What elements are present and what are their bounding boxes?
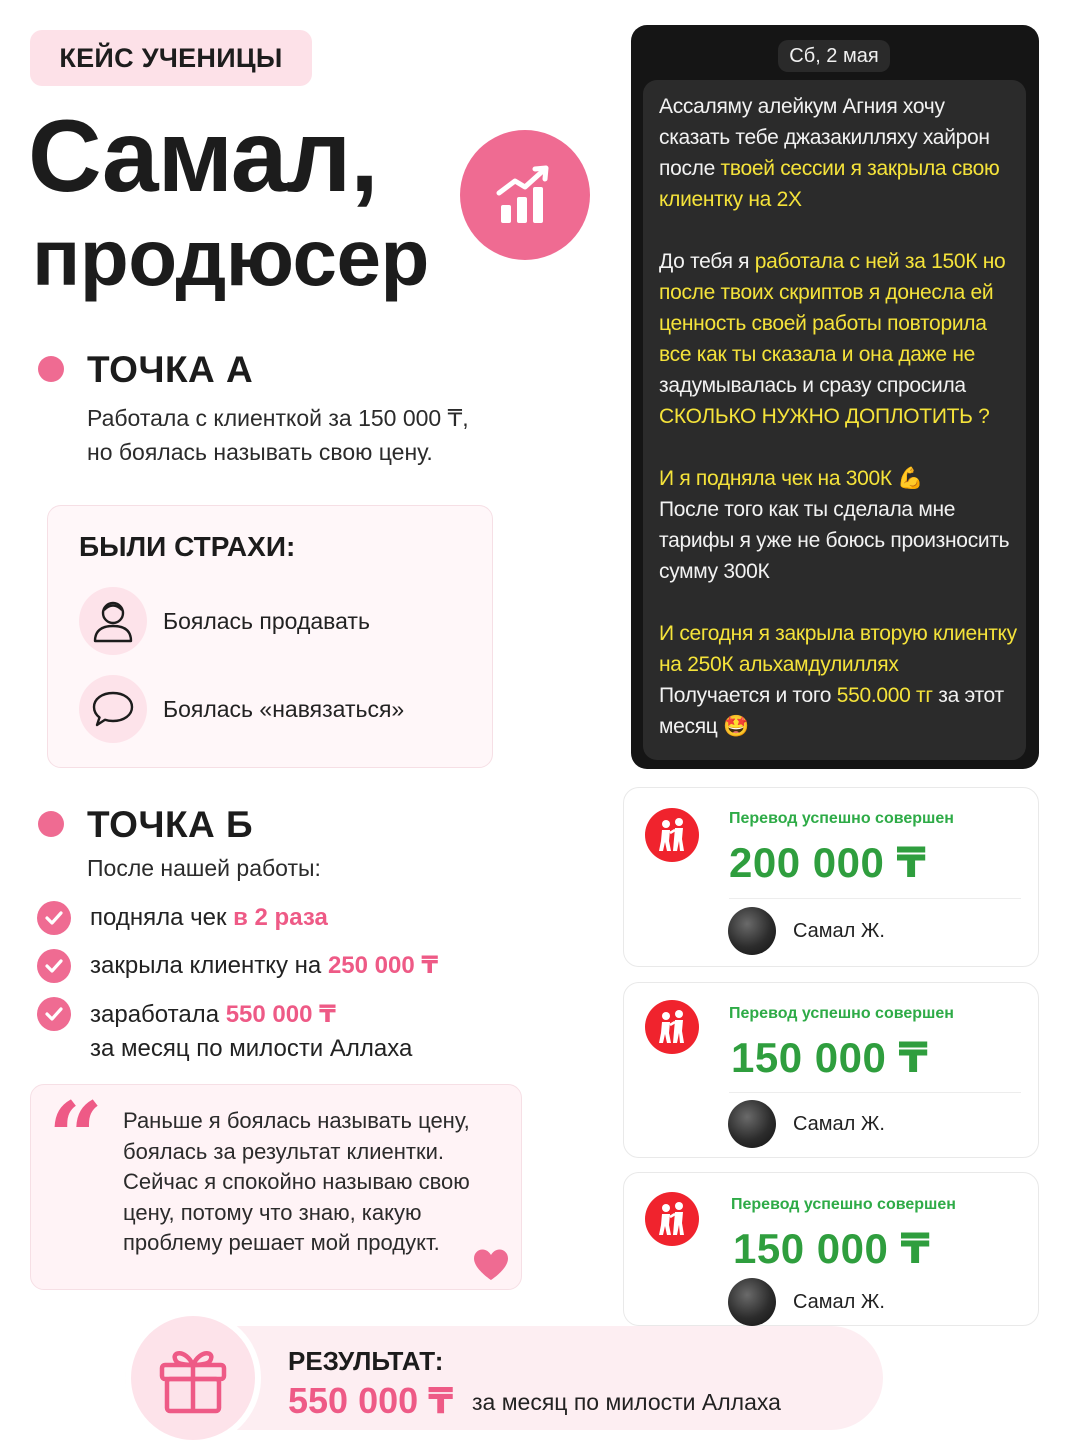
case-tag: КЕЙС УЧЕНИЦЫ — [30, 30, 312, 86]
result-item-extra: за месяц по милости Аллаха — [90, 1035, 413, 1062]
transfer-status: Перевод успешно совершен — [729, 1005, 954, 1022]
chat-paragraph — [659, 91, 1021, 215]
result-item — [90, 998, 412, 1066]
transfer-amount: 200 000 ₸ — [729, 839, 927, 886]
result-item-text: заработала — [90, 1001, 226, 1028]
chat-highlight-span: работала с ней за 150К но после твоих скриптов я донесла ей ценность своей работы повторила все как ты сказала и она даже не — [659, 250, 1006, 366]
chat-date-badge: Сб, 2 мая — [778, 40, 890, 72]
chat-message-text — [659, 91, 1021, 742]
student-name: Самал, — [28, 99, 378, 213]
chat-bubble-icon — [91, 689, 135, 729]
result-item-text: подняла чек — [90, 904, 234, 931]
chat-text-span: Получается и того — [659, 684, 837, 707]
chat-text-span: за этот месяц 🤩 — [659, 684, 1004, 738]
point-b-title: ТОЧКА Б — [87, 804, 254, 845]
sender-avatar — [728, 907, 776, 955]
result-item-text: закрыла клиентку на — [90, 952, 328, 979]
check-icon — [37, 901, 71, 935]
chat-highlight-span: И сегодня я закрыла вторую клиентку на 250К альхамдулиллях — [659, 622, 1017, 676]
heart-icon — [472, 1248, 510, 1282]
point-a-line: но боялась называть свою цену. — [87, 439, 433, 465]
result-item-highlight: в 2 раза — [233, 904, 328, 931]
point-b-intro: После нашей работы: — [87, 855, 321, 881]
chat-highlight-span: 550.000 тг — [836, 684, 933, 707]
fear-icon-circle — [79, 587, 147, 655]
fear-label: Боялась «навязаться» — [163, 696, 405, 722]
chat-highlight-span: твоей сессии я закрыла свою клиентку на 2Х — [659, 157, 1000, 211]
bank-logo-icon — [645, 1000, 699, 1054]
sender-name: Самал Ж. — [793, 920, 885, 942]
quote-line: боялась за результат клиентки. — [123, 1138, 445, 1164]
point-a-title: ТОЧКА А — [87, 349, 254, 390]
chat-paragraph — [659, 246, 1021, 432]
gift-circle — [125, 1310, 261, 1446]
quote-line: цену, потому что знаю, какую — [123, 1199, 422, 1225]
transfer-amount: 150 000 ₸ — [731, 1034, 929, 1081]
chat-highlight-span: И я подняла чек на 300К 💪 — [659, 467, 924, 490]
point-a-bullet — [38, 356, 64, 382]
check-icon — [37, 997, 71, 1031]
result-item — [90, 949, 438, 983]
sender-name: Самал Ж. — [793, 1291, 885, 1313]
result-value: 550 000 ₸ — [288, 1380, 454, 1421]
student-role: продюсер — [32, 213, 429, 302]
chat-highlight-span: СКОЛЬКО НУЖНО ДОПЛОТИТЬ ? — [659, 405, 990, 428]
growth-chart-icon — [493, 163, 557, 227]
growth-badge — [460, 130, 590, 260]
quote-line: Сейчас я спокойно называю свою — [123, 1169, 470, 1194]
fears-title: БЫЛИ СТРАХИ: — [79, 531, 296, 562]
fear-label: Боялась продавать — [163, 608, 370, 634]
point-a-line: Работала с клиенткой за 150 000 ₸, — [87, 405, 469, 431]
bank-logo-icon — [645, 808, 699, 862]
chat-text-span: Ассаляму алейкум Агния хочу сказать тебе джазакилляху хайрон после — [659, 95, 990, 180]
chat-paragraph — [659, 618, 1021, 742]
transfer-status: Перевод успешно совершен — [731, 1196, 956, 1213]
fear-icon-circle — [79, 675, 147, 743]
chat-text-span: После того как ты сделала мне тарифы я уже не боюсь произносить сумму 300К — [659, 498, 1010, 583]
chat-text-span: задумывалась и сразу спросила — [659, 374, 966, 397]
gift-icon — [156, 1341, 230, 1415]
result-item-highlight: 550 000 ₸ — [225, 1001, 336, 1028]
transfer-status: Перевод успешно совершен — [729, 810, 954, 827]
transfer-divider — [729, 898, 1021, 899]
quote-text — [123, 1106, 503, 1259]
transfer-amount: 150 000 ₸ — [733, 1225, 931, 1272]
quote-line: проблему решает мой продукт. — [123, 1230, 440, 1255]
user-icon — [92, 599, 134, 643]
result-title: РЕЗУЛЬТАТ: — [288, 1346, 444, 1376]
sender-name: Самал Ж. — [793, 1113, 885, 1135]
sender-avatar — [728, 1100, 776, 1148]
check-icon — [37, 949, 71, 983]
sender-avatar — [728, 1278, 776, 1326]
chat-text-span: До тебя я — [659, 250, 755, 273]
bank-logo-icon — [645, 1192, 699, 1246]
point-b-bullet — [38, 811, 64, 837]
point-a-text — [87, 401, 469, 469]
chat-paragraph — [659, 463, 1021, 587]
result-item-highlight: 250 000 ₸ — [327, 952, 439, 979]
transfer-divider — [729, 1092, 1021, 1093]
result-item — [90, 901, 328, 935]
quote-mark-icon: “ — [48, 1081, 104, 1194]
quote-line: Раньше я боялась называть цену, — [123, 1108, 470, 1133]
result-suffix: за месяц по милости Аллаха — [472, 1389, 781, 1415]
